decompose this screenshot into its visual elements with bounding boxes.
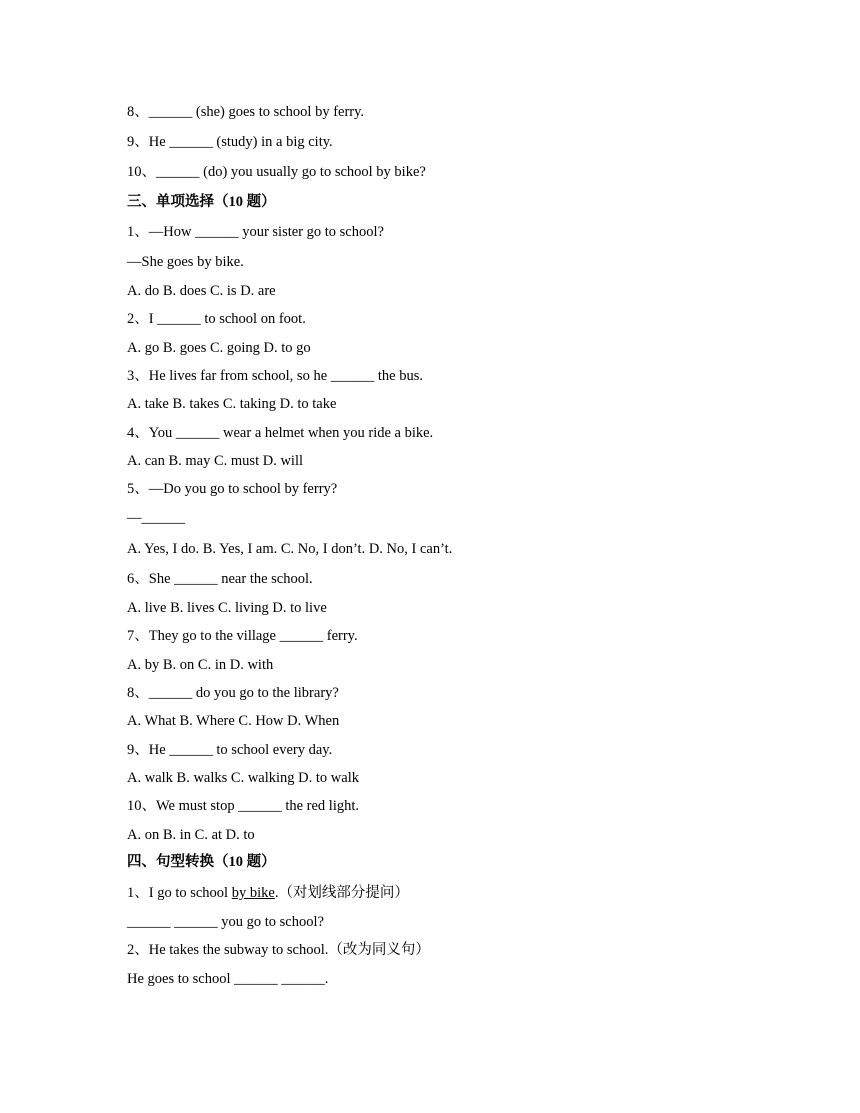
question-line: 2、I ______ to school on foot.: [127, 311, 306, 327]
options-line: A. go B. goes C. going D. to go: [127, 340, 311, 356]
options-line: A. live B. lives C. living D. to live: [127, 600, 327, 616]
question-line: [127, 884, 409, 902]
answer-line: —______: [127, 510, 185, 526]
question-line: 10、______ (do) you usually go to school by bike?: [127, 164, 426, 180]
options-line: A. walk B. walks C. walking D. to walk: [127, 770, 359, 786]
question-prefix: 1、I go to school: [127, 885, 232, 901]
options-line: A. Yes, I do. B. Yes, I am. C. No, I don’t. D. No, I can’t.: [127, 541, 453, 557]
question-line: 9、He ______ (study) in a big city.: [127, 134, 333, 150]
options-line: A. by B. on C. in D. with: [127, 657, 274, 673]
options-line: A. take B. takes C. taking D. to take: [127, 396, 337, 412]
question-line: 3、He lives far from school, so he ______ the bus.: [127, 368, 423, 384]
answer-line: He goes to school ______ ______.: [127, 971, 329, 987]
section-heading: 三、单项选择（10 题）: [127, 194, 276, 210]
question-suffix: .（对划线部分提问）: [274, 885, 409, 901]
question-line: 8、______ (she) goes to school by ferry.: [127, 104, 365, 120]
question-line: 7、They go to the village ______ ferry.: [127, 628, 358, 644]
options-line: A. What B. Where C. How D. When: [127, 713, 340, 729]
question-line: 1、—How ______ your sister go to school?: [127, 224, 384, 240]
options-line: A. do B. does C. is D. are: [127, 283, 276, 299]
underlined-phrase: by bike: [231, 885, 275, 901]
question-line: 10、We must stop ______ the red light.: [127, 798, 360, 814]
options-line: A. on B. in C. at D. to: [127, 827, 255, 843]
question-line: 6、She ______ near the school.: [127, 571, 313, 587]
answer-line: ______ ______ you go to school?: [127, 914, 324, 930]
question-line: 8、______ do you go to the library?: [127, 685, 339, 701]
options-line: A. can B. may C. must D. will: [127, 453, 304, 469]
answer-line: —She goes by bike.: [127, 254, 244, 270]
question-line: 2、He takes the subway to school.（改为同义句）: [127, 942, 430, 958]
section-heading: 四、句型转换（10 题）: [127, 854, 276, 870]
question-line: 9、He ______ to school every day.: [127, 742, 333, 758]
question-line: 4、You ______ wear a helmet when you ride a bike.: [127, 425, 434, 441]
question-line: 5、—Do you go to school by ferry?: [127, 481, 338, 497]
